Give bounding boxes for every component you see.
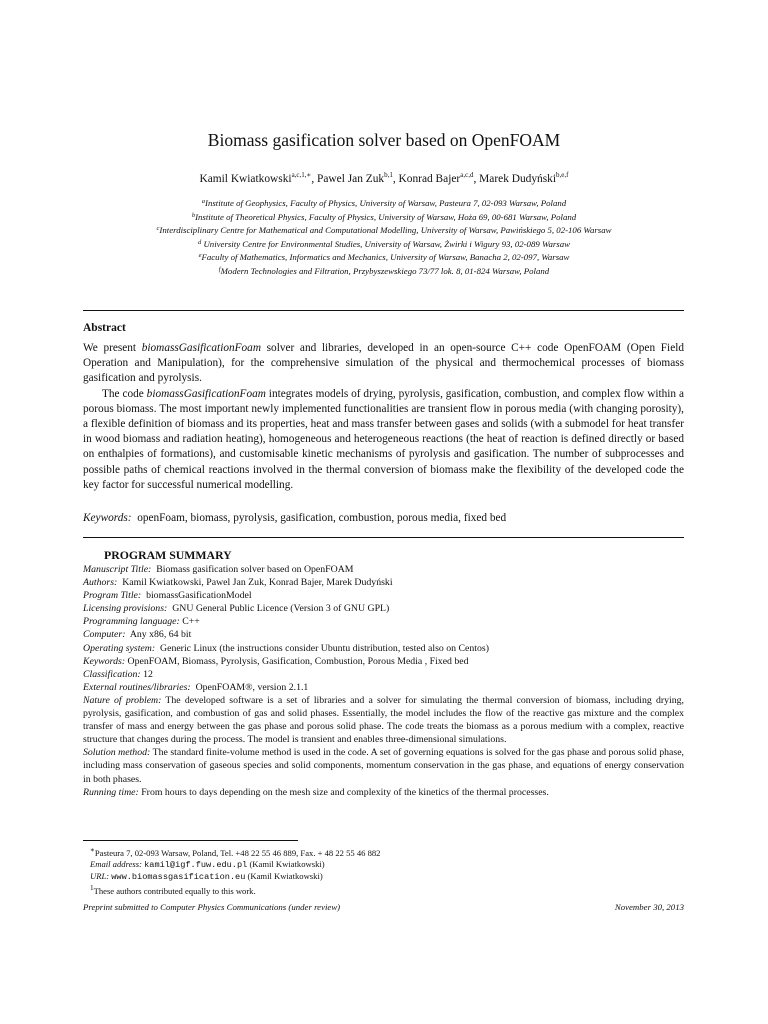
footer-date: November 30, 2013 (614, 902, 684, 912)
keywords-line: Keywords: openFoam, biomass, pyrolysis, gasification, combustion, porous media, fixed bed (83, 512, 507, 524)
abstract-paragraph: The code biomassGasificationFoam integrates models of drying, pyrolysis, gasification, combustion, and complex flow within a porous biomass. The most important newly implemented functionalities are transient flow in porous media (with changing porosity), a flexible definition of biomass and its properties, heat and mass transfer between gases and solids (with a submodel for heat transfer in wood biomass and radiation heating), homogeneous and heterogeneous reactions (the heat of reaction is defined directly or based on enthalpies of formations), and customisable kinetic mechanisms of pyrolysis and gasification. The number of subprocesses and possible paths of chemical reactions involved in the thermal conversion of biomass make the flexibility of the developed code the key factor for successful numerical modelling. (83, 387, 684, 491)
footnote-email: Email address: kamil@igf.fuw.edu.pl (Kamil Kwiatkowski) (90, 858, 325, 870)
footnotes (83, 845, 683, 896)
program-summary-heading: PROGRAM SUMMARY (104, 548, 232, 562)
summary-item: Keywords: OpenFOAM, Biomass, Pyrolysis, Gasification, Combustion, Porous Media , Fixed bed (83, 655, 469, 667)
footnote-url: URL: www.biomassgasification.eu (Kamil Kwiatkowski) (90, 870, 323, 882)
summary-item: Computer: Any x86, 64 bit (83, 629, 192, 641)
affiliation-list (0, 196, 768, 277)
abstract-heading: Abstract (83, 322, 126, 334)
author: Konrad Bajer$^{a,c,d}$, (398, 171, 480, 185)
footnote-rule (83, 840, 298, 841)
paper-title: Biomass gasification solver based on OpenFOAM (207, 130, 561, 150)
affiliation: $^a$Institute of Geophysics, Faculty of Physics, University of Warsaw, Pasteura 7, 02-093 Warsaw, Poland (201, 198, 567, 208)
affiliation: $^d$ University Centre for Environmental Studies, University of Warsaw, Żwirki i Wigury 93, 02-089 Warsaw (198, 238, 570, 249)
middle-rule (83, 537, 684, 538)
summary-item: Classification: 12 (83, 668, 153, 680)
footnote-corresponding: ∗Pasteura 7, 02-093 Warsaw, Poland, Tel. +48 22 55 46 889, Fax. + 48 22 55 46 882 (90, 846, 381, 858)
summary-item: Authors: Kamil Kwiatkowski, Pawel Jan Zuk, Konrad Bajer, Marek Dudyński (83, 577, 393, 589)
summary-item: Manuscript Title: Biomass gasification solver based on OpenFOAM (83, 564, 354, 575)
summary-item: Nature of problem: The developed software is a set of libraries and a solver for simulating the thermal conversion of biomass, including drying, pyrolysis, gasification, and combustion of gas and solid phases. Essentially, the model includes the flow of the reactive gas mixture and the complex transfer of mass and energy between the gas phase and porous solid phase. The code treats the biomass as a porous medium with a complex, reactive structure that changes during the process. The model is transient and enables three-dimensional simulations. (83, 694, 684, 746)
summary-item: Programming language: C++ (83, 616, 200, 628)
footnote-equal-contribution: $^1$These authors contributed equally to this work. (90, 883, 256, 896)
summary-item: Operating system: Generic Linux (the instructions consider Ubuntu distribution, tested also on Centos) (83, 642, 489, 654)
summary-item: External routines/libraries: OpenFOAM®, version 2.1.1 (83, 681, 309, 693)
top-rule (83, 310, 684, 311)
page-footer (83, 902, 684, 912)
author: Marek Dudyński$^{b,e,f}$ (479, 171, 569, 185)
author-list (0, 171, 768, 185)
affiliation: $^f$Modern Technologies and Filtration, Przybyszewskiego 73/77 lok. 8, 01-824 Warsaw, Poland (218, 265, 550, 276)
email-link[interactable]: kamil@igf.fuw.edu.pl (144, 859, 248, 870)
summary-item: Licensing provisions: GNU General Public Licence (Version 3 of GNU GPL) (83, 603, 390, 615)
author: Kamil Kwiatkowski$^{a,c,1,∗}$, (199, 171, 318, 185)
footer-submission-note: Preprint submitted to Computer Physics Communications (under review) (83, 902, 341, 912)
affiliation: $^b$Institute of Theoretical Physics, Faculty of Physics, University of Warsaw, Hoża 69, 00-681 Warsaw, Poland (191, 211, 577, 222)
summary-item: Running time: From hours to days depending on the mesh size and complexity of the kinetics of the thermal processes. (83, 786, 549, 798)
affiliation: $^c$Interdisciplinary Centre for Mathematical and Computational Modelling, University of Warsaw, Pawińskiego 5, 02-106 Warsaw (156, 225, 612, 235)
abstract-paragraph: We present biomassGasificationFoam solver and libraries, developed in an open-source C++ code OpenFOAM (Open Field Operation and Manipulation), for the comprehensive simulation of the physical and thermochemical processes of biomass gasification and pyrolysis. (83, 342, 684, 385)
abstract-body (83, 341, 684, 493)
author: Pawel Jan Zuk$^{b,1}$, (317, 171, 399, 185)
url-link[interactable]: www.biomassgasification.eu (111, 871, 246, 882)
summary-item: Program Title: biomassGasificationModel (83, 590, 252, 602)
program-summary (83, 563, 684, 799)
affiliation: $^e$Faculty of Mathematics, Informatics and Mechanics, University of Warsaw, Banacha 2, 02-097, Warsaw (198, 252, 570, 262)
summary-item: Solution method: The standard finite-volume method is used in the code. A set of governing equations is solved for the gas phase and porous solid phase, including mass conservation of gaseous species and solid components, momentum conservation in the gas phase, and equations of energy conservation in both phases. (83, 747, 684, 785)
